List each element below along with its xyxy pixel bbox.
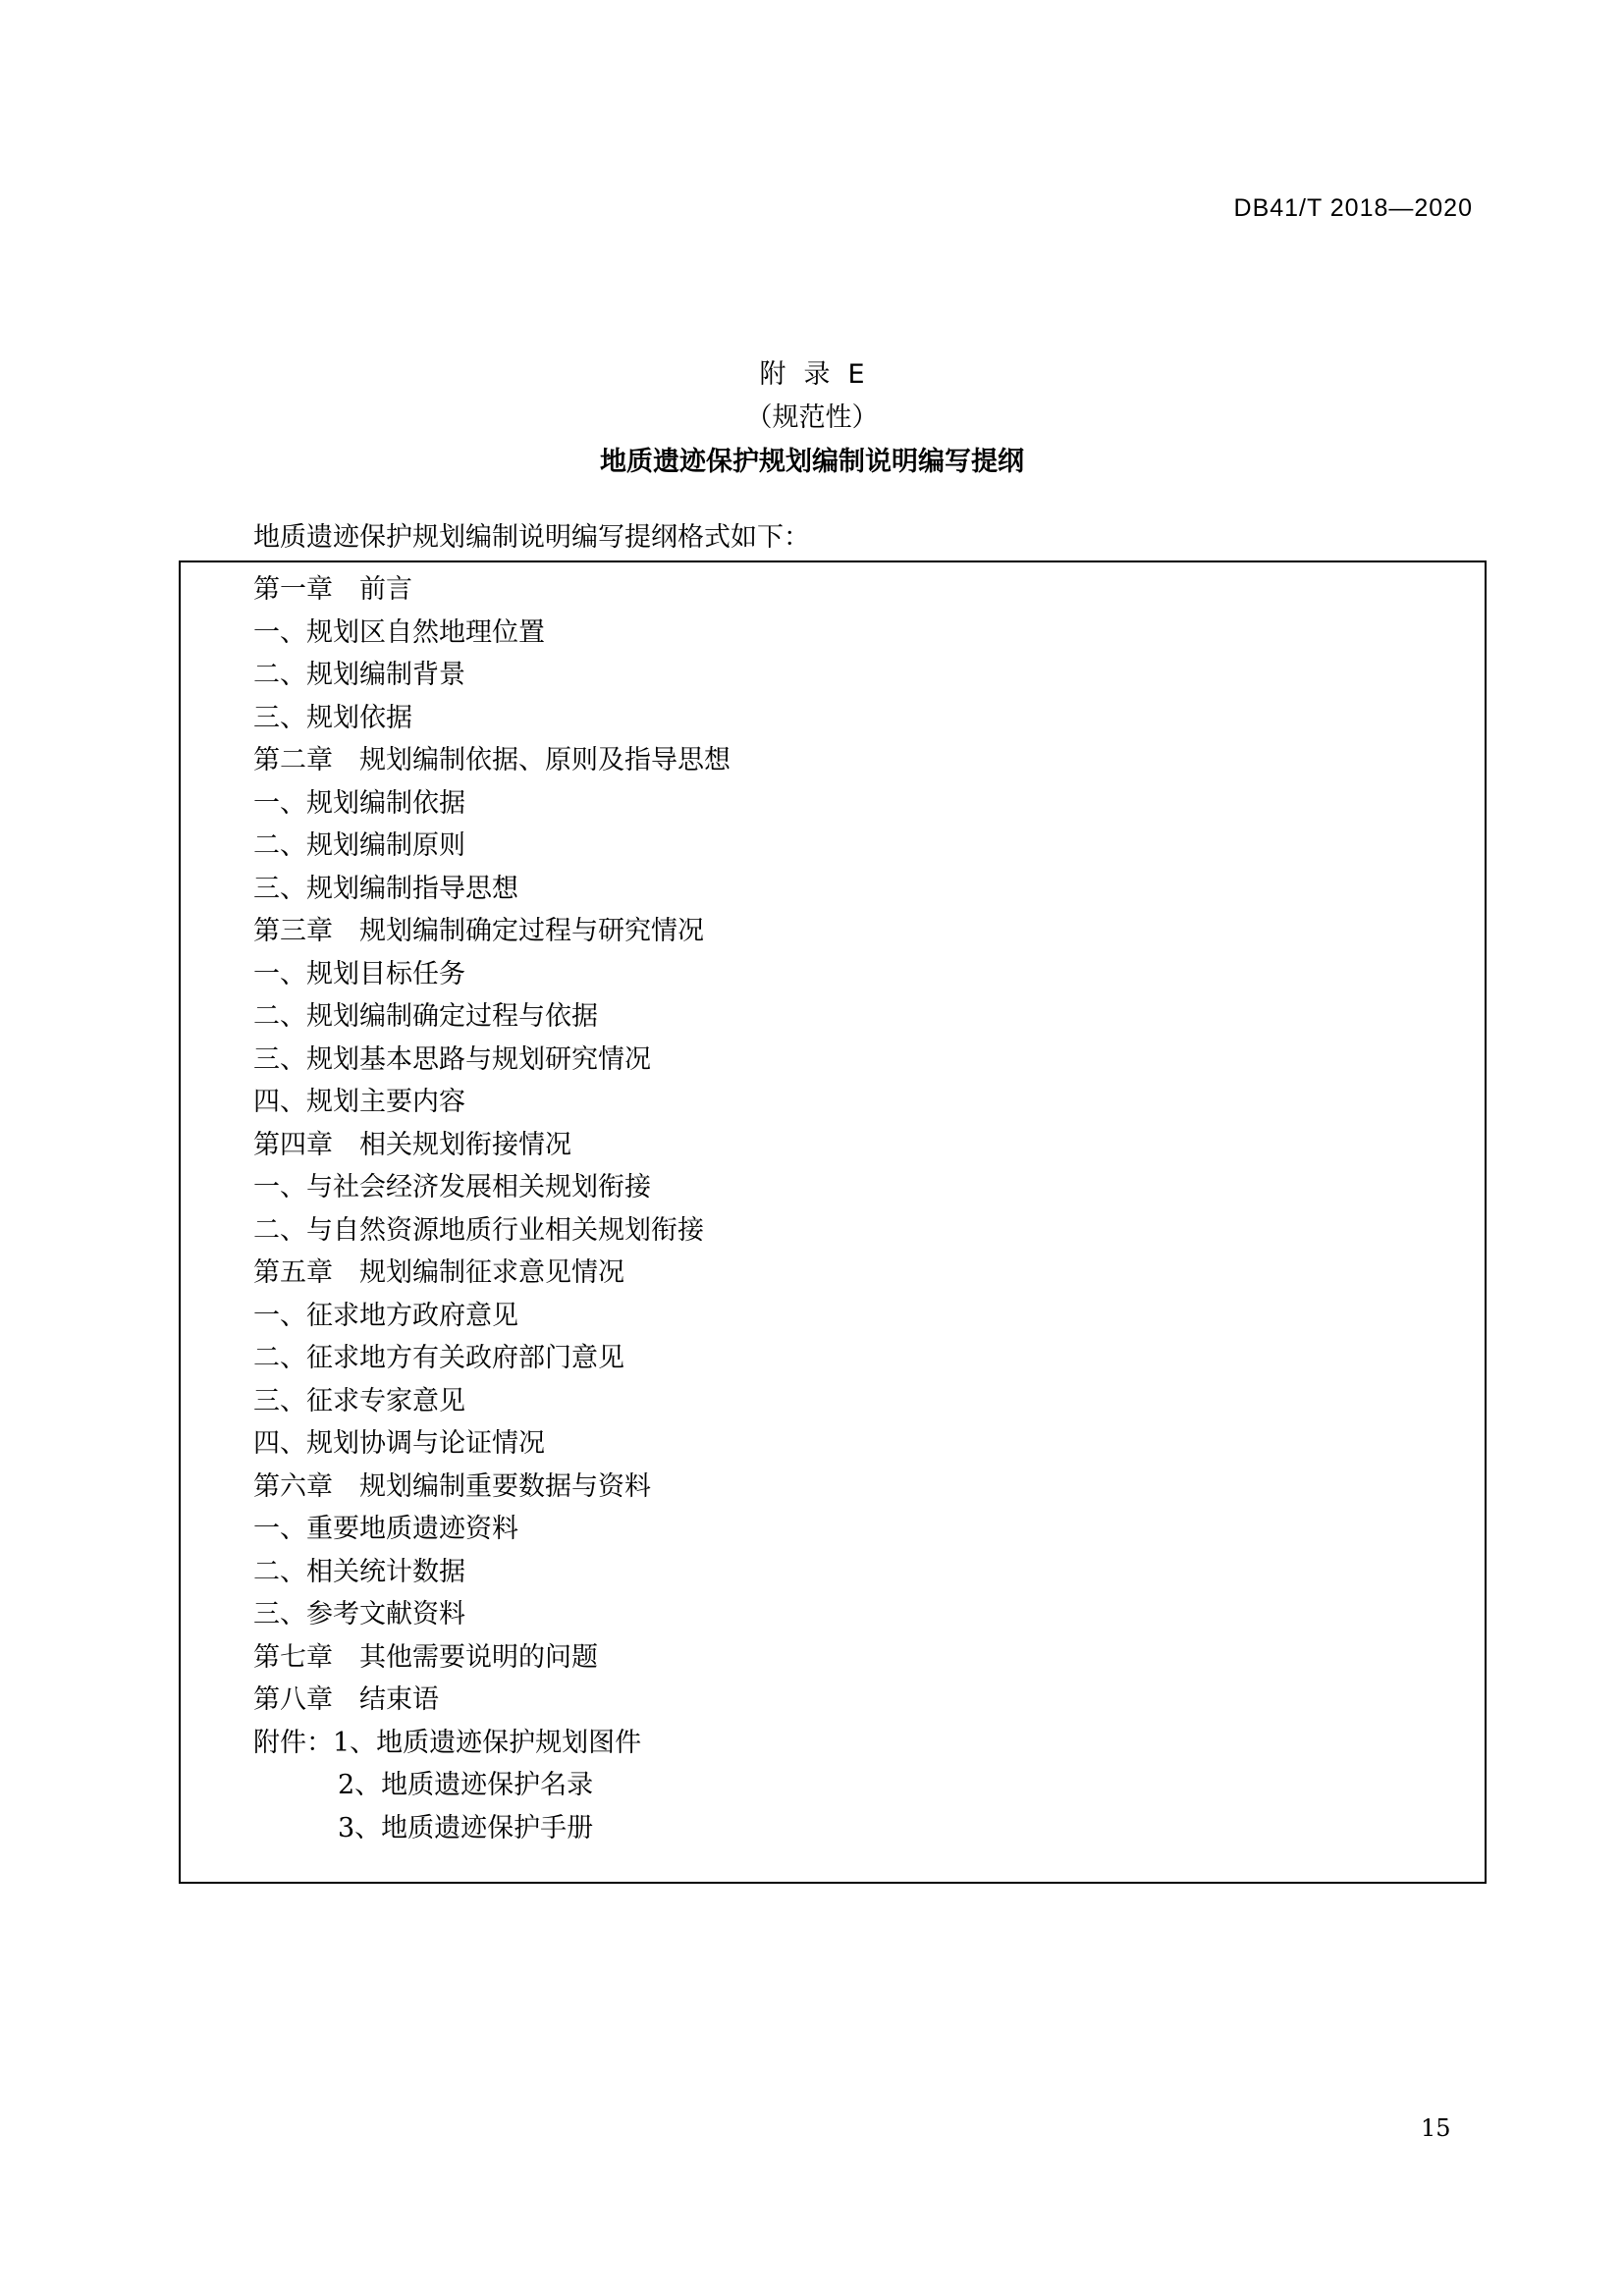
outline-item: 四、规划主要内容 — [253, 1087, 465, 1117]
outline-item: 三、规划基本思路与规划研究情况 — [253, 1043, 651, 1075]
outline-item: 三、规划依据 — [253, 702, 412, 733]
outline-item: 第四章 相关规划衔接情况 — [253, 1129, 571, 1160]
outline-item: 二、规划编制确定过程与依据 — [253, 1001, 598, 1032]
attachment-item: 2、地质遗迹保护名录 — [338, 1770, 594, 1800]
outline-item: 第五章 规划编制征求意见情况 — [253, 1257, 624, 1288]
outline-item: 一、重要地质遗迹资料 — [253, 1514, 518, 1544]
outline-item: 一、征求地方政府意见 — [253, 1300, 518, 1331]
outline-item: 一、规划编制依据 — [253, 787, 465, 819]
intro-paragraph: 地质遗迹保护规划编制说明编写提纲格式如下： — [253, 522, 810, 553]
outline-item: 第八章 结束语 — [253, 1684, 439, 1715]
outline-item: 二、与自然资源地质行业相关规划衔接 — [253, 1214, 704, 1246]
outline-item: 三、规划编制指导思想 — [253, 873, 518, 904]
outline-item: 第二章 规划编制依据、原则及指导思想 — [253, 745, 731, 775]
page-number: 15 — [1421, 2114, 1451, 2142]
outline-item: 第六章 规划编制重要数据与资料 — [253, 1470, 651, 1502]
appendix-title: 地质遗迹保护规划编制说明编写提纲 — [600, 447, 1024, 477]
outline-item: 三、参考文献资料 — [253, 1599, 465, 1629]
document-code: DB41/T 2018—2020 — [1233, 194, 1473, 222]
outline-item: 二、相关统计数据 — [253, 1556, 465, 1587]
appendix-heading — [0, 353, 1624, 485]
outline-box — [179, 561, 1487, 1884]
outline-item: 四、规划协调与论证情况 — [253, 1428, 545, 1459]
outline-item: 一、规划目标任务 — [253, 958, 465, 989]
outline-item: 二、规划编制背景 — [253, 660, 465, 690]
outline-item: 一、规划区自然地理位置 — [253, 616, 545, 648]
outline-item: 第七章 其他需要说明的问题 — [253, 1641, 598, 1673]
outline-item: 三、征求专家意见 — [253, 1385, 465, 1416]
outline-item: 二、征求地方有关政府部门意见 — [253, 1343, 624, 1373]
appendix-label: 附录E — [759, 359, 883, 390]
outline-list — [253, 568, 731, 1849]
attachment-item: 3、地质遗迹保护手册 — [338, 1812, 594, 1843]
outline-item: 一、与社会经济发展相关规划衔接 — [253, 1172, 651, 1202]
appendix-type: （规范性） — [745, 402, 879, 433]
outline-item: 二、规划编制原则 — [253, 830, 465, 861]
outline-item: 附件：1、地质遗迹保护规划图件 — [253, 1727, 642, 1758]
outline-item: 第三章 规划编制确定过程与研究情况 — [253, 916, 704, 946]
outline-item: 第一章 前言 — [253, 574, 412, 605]
